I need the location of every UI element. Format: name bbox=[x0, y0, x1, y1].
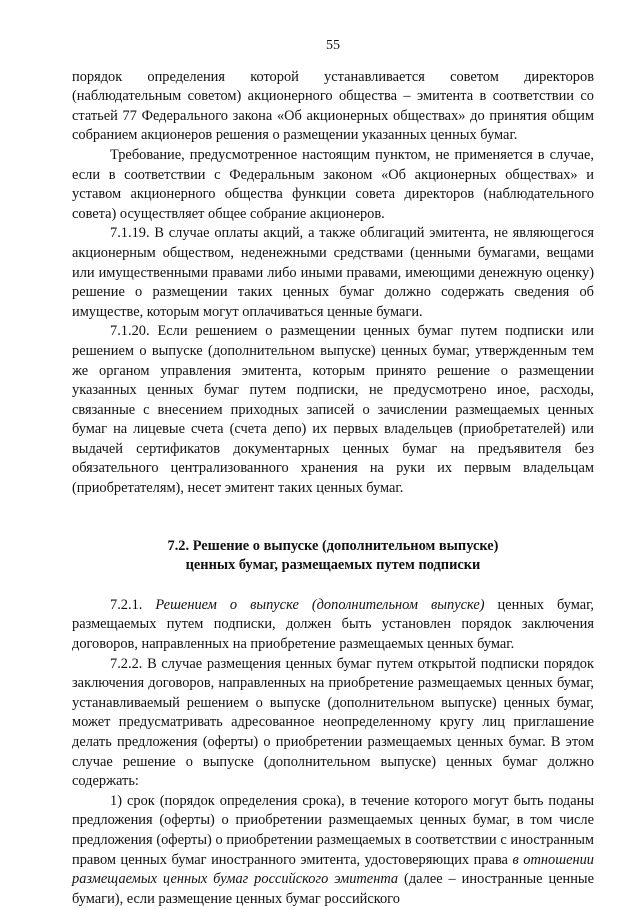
paragraph-requirement-exception: Требование, предусмотренное настоящим пунктом, не применяется в случае, если в соответствии с Федеральным законом «Об акционерных обществах» и уставом акционерного общества функции совета директоров (наблюдательного совета) осуществляет общее собрание акционеров. bbox=[72, 146, 594, 222]
paragraph-7-2-1-number: 7.2.1. bbox=[110, 596, 156, 613]
list-item-1-tail: (далее – иностранные ценные бумаги), если размещение ценных бумаг российского bbox=[72, 871, 594, 907]
paragraph-7-2-1 bbox=[72, 596, 594, 655]
list-item-1 bbox=[72, 792, 594, 909]
paragraph-7-2-2: 7.2.2. В случае размещения ценных бумаг путем открытой подписки порядок заключения договоров, направленных на приобретение размещаемых ценных бумаг, устанавливаемый решением о выпуске (дополнительном выпуске) ценных бумаг, может предусматривать адресованное неопределенному кругу лиц приглашение делать предложения (оферты) о приобретении размещаемых ценных бумаг. В этом случае решение о выпуске (дополнительном выпуске) ценных бумаг должно содержать: bbox=[72, 655, 594, 790]
section-heading-line-1: 7.2. Решение о выпуске (дополнительном выпуске) bbox=[167, 537, 499, 554]
section-heading-line-2: ценных бумаг, размещаемых путем подписки bbox=[185, 557, 481, 574]
page-number: 55 bbox=[326, 38, 340, 53]
document-page bbox=[72, 36, 594, 909]
list-item-1-text: 1) срок (порядок определения срока), в течение которого могут быть поданы предложения (оферты) о приобретении размещаемых ценных бумаг, в том числе предложения (оферты) о приобретении размещаемых в соответствии с иностранным правом ценных бумаг иностранного эмитента, удостоверяющих права bbox=[72, 792, 594, 868]
section-heading bbox=[72, 537, 594, 576]
paragraph-7-1-19: 7.1.19. В случае оплаты акций, а также облигаций эмитента, не являющегося акционерным обществом, неденежными средствами (ценными бумагами, вещами или имущественными правами либо иными правами, имеющими денежную оценку) решение о размещении таких ценных бумаг должно содержать сведения об имуществе, которым могут оплачиваться ценные бумаги. bbox=[72, 225, 594, 320]
paragraph-continuation: порядок определения которой устанавливается советом директоров (наблюдательным советом) акционерного общества – эмитента в соответствии со статьей 77 Федерального закона «Об акционерных обществах» до принятия общим собранием акционеров решения о размещении указанных ценных бумаг. bbox=[72, 68, 594, 144]
paragraph-7-1-20: 7.1.20. Если решением о размещении ценных бумаг путем подписки или решением о выпуске (дополнительном выпуске) ценных бумаг, утвержденным тем же органом управления эмитента, которым принято решение о размещении указанных ценных бумаг путем подписки, не предусмотрено иное, расходы, связанные с внесением приходных записей о зачислении размещаемых ценных бумаг на лицевые счета (счета депо) их первых владельцев (приобретателей) или выдачей сертификатов документарных ценных бумаг на предъявителя без обязательного централизованного хранения на руки их первым владельцам (приобретателям), несет эмитент таких ценных бумаг. bbox=[72, 323, 594, 497]
paragraph-7-2-1-rest: ценных бумаг, размещаемых путем подписки, должен быть установлен порядок заключения договоров, направленных на приобретение размещаемых ценных бумаг. bbox=[72, 596, 594, 653]
list-item-1-italic: в отношении размещаемых ценных бумаг российского эмитента bbox=[72, 851, 594, 888]
paragraph-7-2-1-italic: Решением о выпуске (дополнительном выпуске) bbox=[155, 596, 485, 613]
